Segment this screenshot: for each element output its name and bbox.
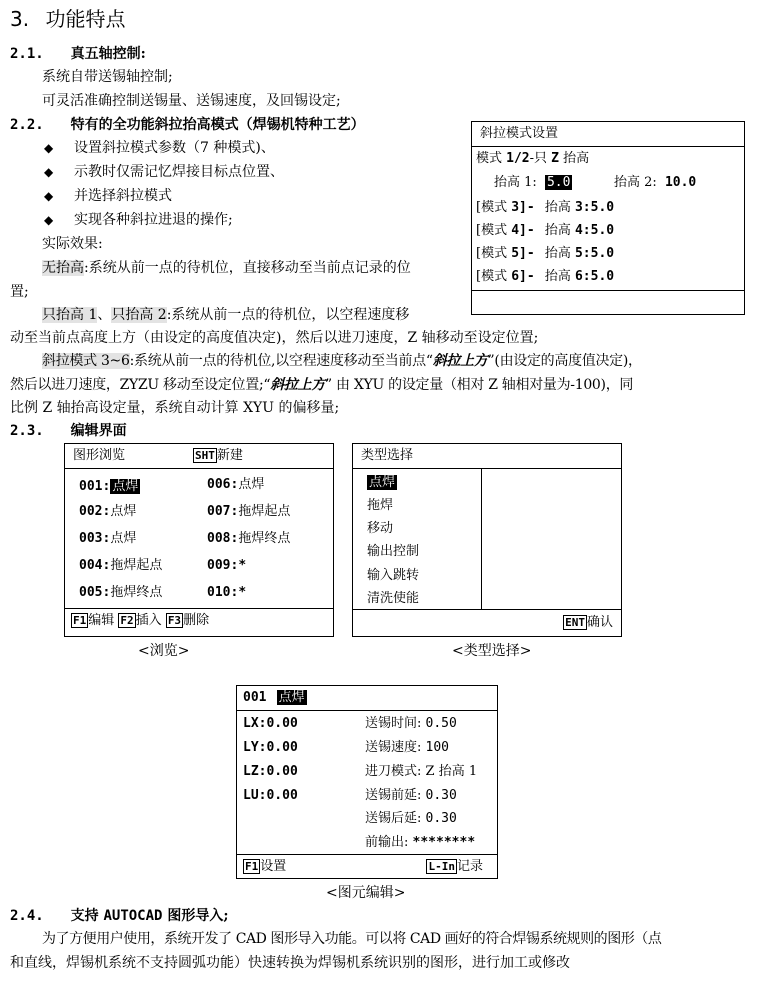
record-shortcut[interactable]: L-In 记录 xyxy=(428,859,483,874)
heading-2-4: 2.4. 支持 AUTOCAD 图形导入; xyxy=(10,908,229,924)
effect-para-1: 无抬高:系统从前一点的待机位，直接移动至当前点记录的位 xyxy=(42,260,411,276)
s21-line-2: 可灵活准确控制送锡量、送锡速度，及回锡设定; xyxy=(42,93,341,109)
browse-item[interactable]: 004:拖焊起点 xyxy=(79,558,163,573)
mode-row[interactable]: [模式 3]- 抬高 3:5.0 xyxy=(476,200,615,215)
s24-line-1: 为了方便用户使用，系统开发了 CAD 图形导入功能。可以将 CAD 画好的符合焊锡系统规则的图形（点 xyxy=(42,931,662,947)
type-item[interactable]: 拖焊 xyxy=(367,498,394,513)
param-row[interactable]: 送锡速度: 100 xyxy=(365,740,450,755)
type-select-panel xyxy=(352,443,622,637)
panel-column-divider xyxy=(481,468,482,609)
param-row[interactable]: 送锡时间: 0.50 xyxy=(365,716,457,731)
panel-footer-divider xyxy=(472,290,744,291)
heading-2-3: 2.3. 编辑界面 xyxy=(10,423,127,439)
panel-header xyxy=(353,444,621,469)
height-2-value[interactable]: 10.0 xyxy=(664,175,697,190)
panel-footer-divider xyxy=(237,854,497,855)
element-title: 001 点焊 xyxy=(243,690,305,705)
new-shortcut[interactable]: SHT 新建 xyxy=(195,448,243,463)
browse-item[interactable]: 005:拖焊终点 xyxy=(79,585,163,600)
bullet-icon: ◆ xyxy=(44,165,54,179)
panel-title: 斜拉模式设置 xyxy=(480,126,559,141)
effect-para-2: 只抬高 1、只抬高 2:系统从前一点的待机位，以空程速度移 xyxy=(42,307,410,323)
browse-item[interactable]: 008:拖焊终点 xyxy=(207,531,291,546)
type-item[interactable]: 点焊 xyxy=(369,475,396,490)
bullet-icon: ◆ xyxy=(44,189,54,203)
browse-caption: <浏览> xyxy=(138,643,190,659)
section-number: 3. xyxy=(10,7,30,31)
param-row[interactable]: 送锡后延: 0.30 xyxy=(365,811,457,826)
bullet-icon: ◆ xyxy=(44,213,54,227)
bullet-icon: ◆ xyxy=(44,141,54,155)
panel-header xyxy=(237,686,497,711)
heading-2-1: 2.1. 真五轴控制: xyxy=(10,46,146,62)
effect-para-3-cont: 然后以进刀速度，ZYZU 移动至设定位置;“斜拉上方” 由 XYU 的设定量（相对 Z 轴相对量为-100)，同 xyxy=(10,377,634,393)
browse-item[interactable]: 003:点焊 xyxy=(79,531,137,546)
browse-item[interactable]: 009:* xyxy=(207,558,247,573)
type-item[interactable]: 移动 xyxy=(367,521,394,536)
bullet-item: 实现各种斜拉进退的操作; xyxy=(74,212,233,228)
s21-line-1: 系统自带送锡轴控制; xyxy=(42,69,173,85)
effect-para-3-cont2: 比例 Z 轴抬高设定量，系统自动计算 XYU 的偏移量; xyxy=(10,400,340,416)
heading-2-2: 2.2. 特有的全功能斜拉抬高模式（焊锡机特种工艺） xyxy=(10,117,365,133)
type-item[interactable]: 输出控制 xyxy=(367,544,420,559)
section-title: 功能特点 xyxy=(45,7,126,31)
coord-lz[interactable]: LZ:0.00 xyxy=(243,764,298,779)
delete-shortcut[interactable]: F3 删除 xyxy=(167,613,210,628)
s24-line-2: 和直线，焊锡机系统不支持圆弧功能）快速转换为焊锡机系统识别的图形，进行加工或修改 xyxy=(10,955,570,971)
effect-para-1-cont: 置; xyxy=(10,284,29,300)
element-edit-caption: <图元编辑> xyxy=(326,885,406,901)
type-select-caption: <类型选择> xyxy=(452,643,532,659)
coord-lx[interactable]: LX:0.00 xyxy=(243,716,298,731)
bullet-item: 并选择斜拉模式 xyxy=(74,188,172,204)
panel-title: 类型选择 xyxy=(361,448,414,463)
coord-ly[interactable]: LY:0.00 xyxy=(243,740,298,755)
section-heading xyxy=(10,6,125,32)
browse-item[interactable]: 006:点焊 xyxy=(207,477,265,492)
type-item[interactable]: 清洗使能 xyxy=(367,591,420,606)
edit-shortcut[interactable]: F1 编辑 xyxy=(73,613,115,628)
browse-panel xyxy=(64,443,334,637)
browse-item[interactable]: 001: 点焊 xyxy=(79,479,139,494)
sht-key[interactable]: SHT xyxy=(195,449,215,462)
mode-12-row[interactable]: 模式 1/2-只 Z 抬高 xyxy=(476,151,590,166)
param-row[interactable]: 进刀模式: Z 抬高 1 xyxy=(365,764,478,779)
param-row[interactable]: 前输出: ******** xyxy=(365,835,476,850)
browse-footer xyxy=(71,612,209,630)
bullet-item: 示教时仅需记忆焊接目标点位置、 xyxy=(74,164,284,180)
param-row[interactable]: 送锡前延: 0.30 xyxy=(365,788,457,803)
element-edit-panel xyxy=(236,685,498,879)
mode-row[interactable]: [模式 6]- 抬高 6:5.0 xyxy=(476,269,615,284)
confirm-shortcut[interactable]: ENT 确认 xyxy=(565,615,613,630)
xiela-mode-panel xyxy=(471,121,745,315)
bullet-item: 设置斜拉模式参数（7 种模式)、 xyxy=(74,140,275,156)
panel-header xyxy=(65,444,333,469)
settings-shortcut[interactable]: F1 设置 xyxy=(245,859,287,874)
height-1-row: 抬高 1: 5.0 xyxy=(494,175,571,190)
mode-row[interactable]: [模式 5]- 抬高 5:5.0 xyxy=(476,246,615,261)
height-1-input[interactable]: 5.0 xyxy=(546,175,571,190)
panel-footer-divider xyxy=(65,608,333,609)
browse-item[interactable]: 007:拖焊起点 xyxy=(207,504,291,519)
browse-item[interactable]: 010:* xyxy=(207,585,247,600)
type-item[interactable]: 输入跳转 xyxy=(367,568,420,583)
height-2-row: 抬高 2: 10.0 xyxy=(614,175,697,190)
coord-lu[interactable]: LU:0.00 xyxy=(243,788,298,803)
effect-para-2-cont: 动至当前点高度上方（由设定的高度值决定)，然后以进刀速度，Z 轴移动至设定位置; xyxy=(10,330,539,346)
effect-label: 实际效果: xyxy=(42,236,103,252)
effect-para-3: 斜拉模式 3~6:系统从前一点的待机位,以空程速度移动至当前点“斜拉上方”(由设定的高度值决定)， xyxy=(42,353,642,369)
panel-title: 图形浏览 xyxy=(73,448,126,463)
panel-header xyxy=(472,122,744,147)
panel-footer-divider xyxy=(353,609,621,610)
browse-item[interactable]: 002:点焊 xyxy=(79,504,137,519)
mode-row[interactable]: [模式 4]- 抬高 4:5.0 xyxy=(476,223,615,238)
insert-shortcut[interactable]: F2 插入 xyxy=(120,613,162,628)
